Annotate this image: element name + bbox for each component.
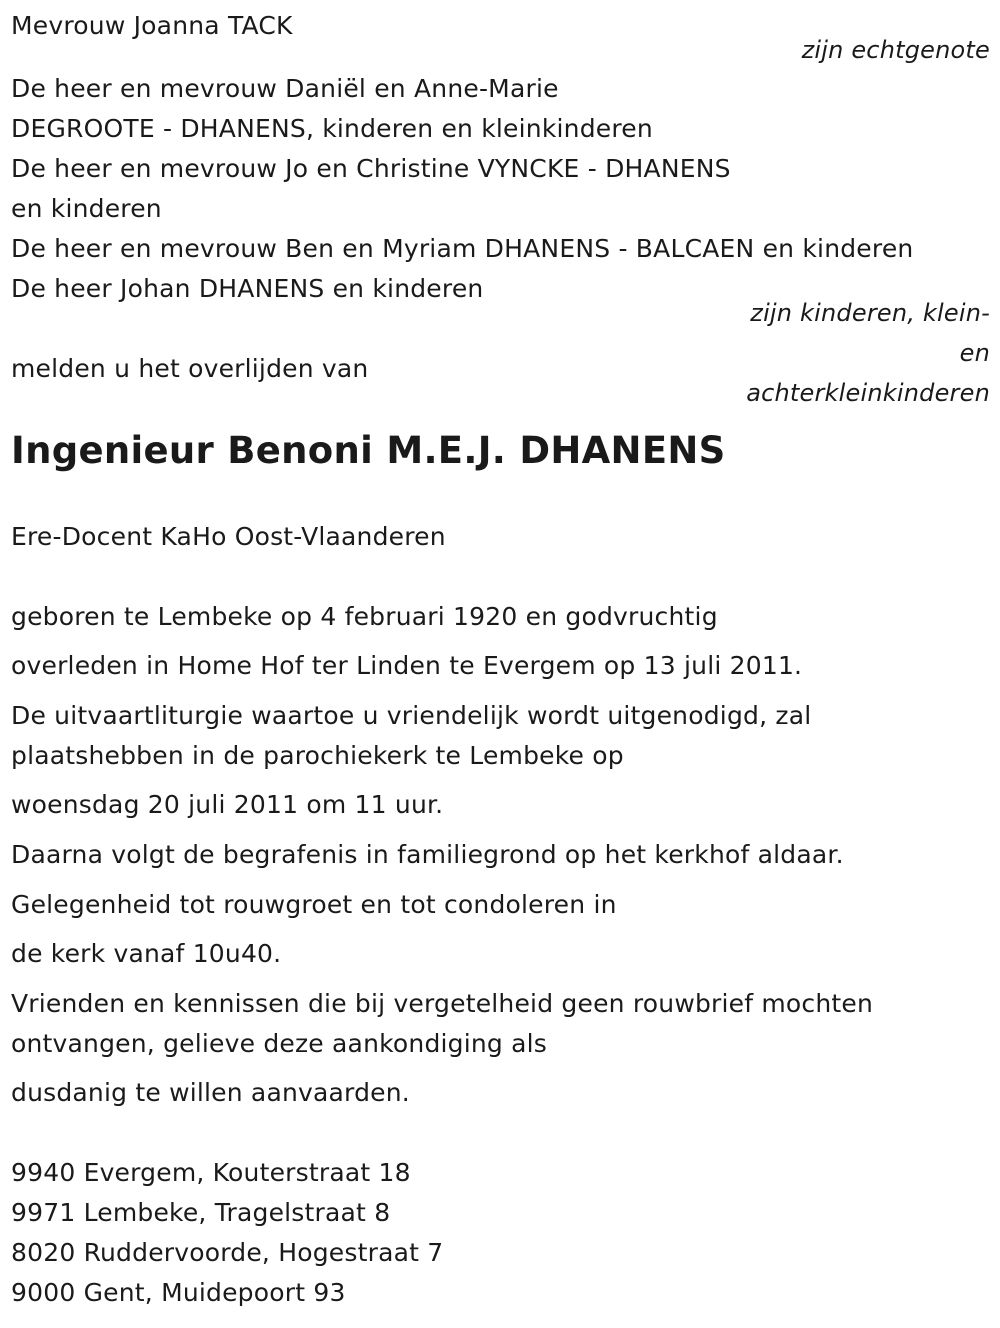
- body-line: plaatshebben in de parochiekerk te Lembeke op: [11, 741, 624, 770]
- children-relation-line: zijn kinderen, klein-: [750, 299, 990, 327]
- children-relation-line: en: [959, 339, 990, 367]
- deceased-name: Ingenieur Benoni M.E.J. DHANENS: [11, 429, 726, 472]
- body-line: dusdanig te willen aanvaarden.: [11, 1078, 410, 1107]
- body-line: Daarna volgt de begrafenis in familiegrond op het kerkhof aldaar.: [11, 840, 844, 869]
- body-line: Vrienden en kennissen die bij vergetelheid geen rouwbrief mochten: [11, 989, 874, 1018]
- address-line: 9971 Lembeke, Tragelstraat 8: [11, 1198, 391, 1227]
- deceased-title: Ere-Docent KaHo Oost-Vlaanderen: [11, 522, 446, 551]
- family-line: De heer en mevrouw Ben en Myriam DHANENS - BALCAEN en kinderen: [11, 234, 914, 263]
- family-line: DEGROOTE - DHANENS, kinderen en kleinkinderen: [11, 114, 653, 143]
- announce-text: melden u het overlijden van: [11, 354, 369, 383]
- family-line: De heer en mevrouw Jo en Christine VYNCKE - DHANENS: [11, 154, 731, 183]
- address-line: 9000 Gent, Muidepoort 93: [11, 1278, 346, 1307]
- body-line: overleden in Home Hof ter Linden te Evergem op 13 juli 2011.: [11, 651, 803, 680]
- spouse-name: Mevrouw Joanna TACK: [11, 11, 293, 40]
- family-line: De heer en mevrouw Daniël en Anne-Marie: [11, 74, 559, 103]
- body-line: ontvangen, gelieve deze aankondiging als: [11, 1029, 548, 1058]
- children-relation-line: achterkleinkinderen: [746, 379, 990, 407]
- address-line: 8020 Ruddervoorde, Hogestraat 7: [11, 1238, 444, 1267]
- spouse-relation: zijn echtgenote: [801, 36, 990, 64]
- address-line: 9940 Evergem, Kouterstraat 18: [11, 1158, 411, 1187]
- body-line: de kerk vanaf 10u40.: [11, 939, 282, 968]
- family-line: en kinderen: [11, 194, 162, 223]
- body-line: De uitvaartliturgie waartoe u vriendelijk wordt uitgenodigd, zal: [11, 701, 812, 730]
- family-line: De heer Johan DHANENS en kinderen: [11, 274, 484, 303]
- body-line: woensdag 20 juli 2011 om 11 uur.: [11, 790, 444, 819]
- body-line: geboren te Lembeke op 4 februari 1920 en godvruchtig: [11, 602, 718, 631]
- body-line: Gelegenheid tot rouwgroet en tot condoleren in: [11, 890, 617, 919]
